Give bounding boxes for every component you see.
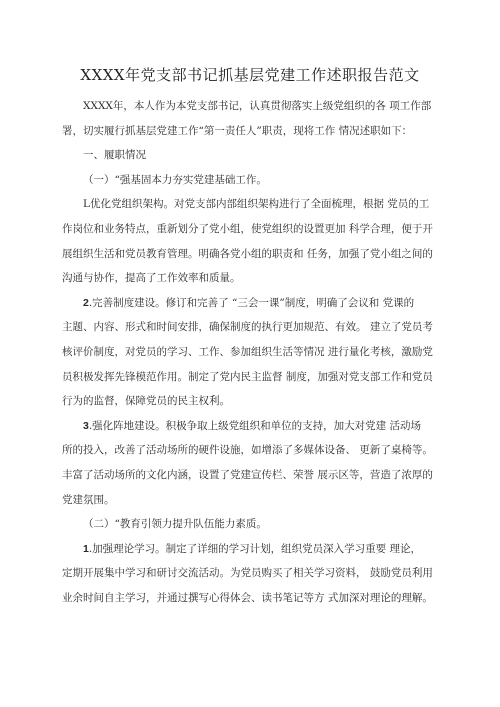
document-body xyxy=(62,94,446,610)
item-text: .强化阵地建设。积极争取上级党组织和单位的支持，加大对党建 活动场 xyxy=(88,419,422,432)
paragraph-line: 作岗位和业务特点，重新划分了党小组，使党组织的设置更加 科学合理，便于开 xyxy=(62,222,433,235)
paragraph-line xyxy=(62,291,446,316)
paragraph-line: 丰富了活动场所的文化内涵，设置了党建宣传栏、荣誉 展示区等，营造了浓厚的 xyxy=(62,468,433,481)
paragraph-line: 主题、内容、形式和时间安排，确保制度的执行更加规范、有效。 建立了党员考 xyxy=(62,321,433,334)
item-number: 1 xyxy=(83,542,89,555)
paragraph-line: 所的投入，改善了活动场所的硬件设施，如增添了多媒体设备、 更新了桌椅等。 xyxy=(62,444,433,457)
section-heading: 一、履职情况 xyxy=(83,149,146,162)
document-title: XXXX年党支部书记抓基层党建工作述职报告范文 xyxy=(80,66,420,84)
item-text: .加强理论学习。制定了详细的学习计划，组织党员深入学习重要 理论， xyxy=(88,542,422,555)
paragraph-line: 党建氛围。 xyxy=(62,493,115,506)
paragraph-line: 定期开展集中学习和研讨交流活动。为党员购买了相关学习资料， 鼓励党员利用 xyxy=(62,567,433,580)
paragraph-line: 核评价制度，对党员的学习、工作、参加组织生活等情况 进行量化考核，激励党 xyxy=(62,345,433,358)
subsection-heading: （一）“强基固本力夯实党建基础工作。 xyxy=(83,173,267,186)
subsection-heading: （二）“教育引领力提升队伍能力素质。 xyxy=(83,518,267,531)
paragraph-line xyxy=(62,414,446,439)
paragraph-line: XXXX年，本人作为本党支部书记，认真贯彻落实上级党组织的各 项工作部 xyxy=(83,100,432,112)
paragraph-line: 员积极发挥先锋模范作用。制定了党内民主监督 制度，加强对党支部工作和党员 xyxy=(62,370,433,383)
paragraph-line: 展组织生活和党员教育管理。明确各党小组的职责和 任务，加强了党小组之间的 xyxy=(62,247,433,260)
paragraph-line: 行为的监督，保障党员的民主权利。 xyxy=(62,395,230,408)
paragraph-line xyxy=(62,537,446,562)
item-text: .完善制度建设。修订和完善了 “三会一课”制度，明确了会议和 党课的 xyxy=(88,296,415,309)
item-number: 3 xyxy=(83,419,89,432)
paragraph-line: 沟通与协作，提高了工作效率和质量。 xyxy=(62,272,241,285)
paragraph-line: 署，切实履行抓基层党建工作“第一责任人”职责，现将工作 情况述职如下： xyxy=(62,124,413,137)
item-number: 2 xyxy=(83,296,89,309)
paragraph-line: 业余时间自主学习，并通过撰写心得体会、读书笔记等方 式加深对理论的理解。 xyxy=(62,591,433,604)
paragraph-line: L优化党组织架构。对党支部内部组织架构进行了全面梳理，根据 党员的工 xyxy=(83,198,430,211)
